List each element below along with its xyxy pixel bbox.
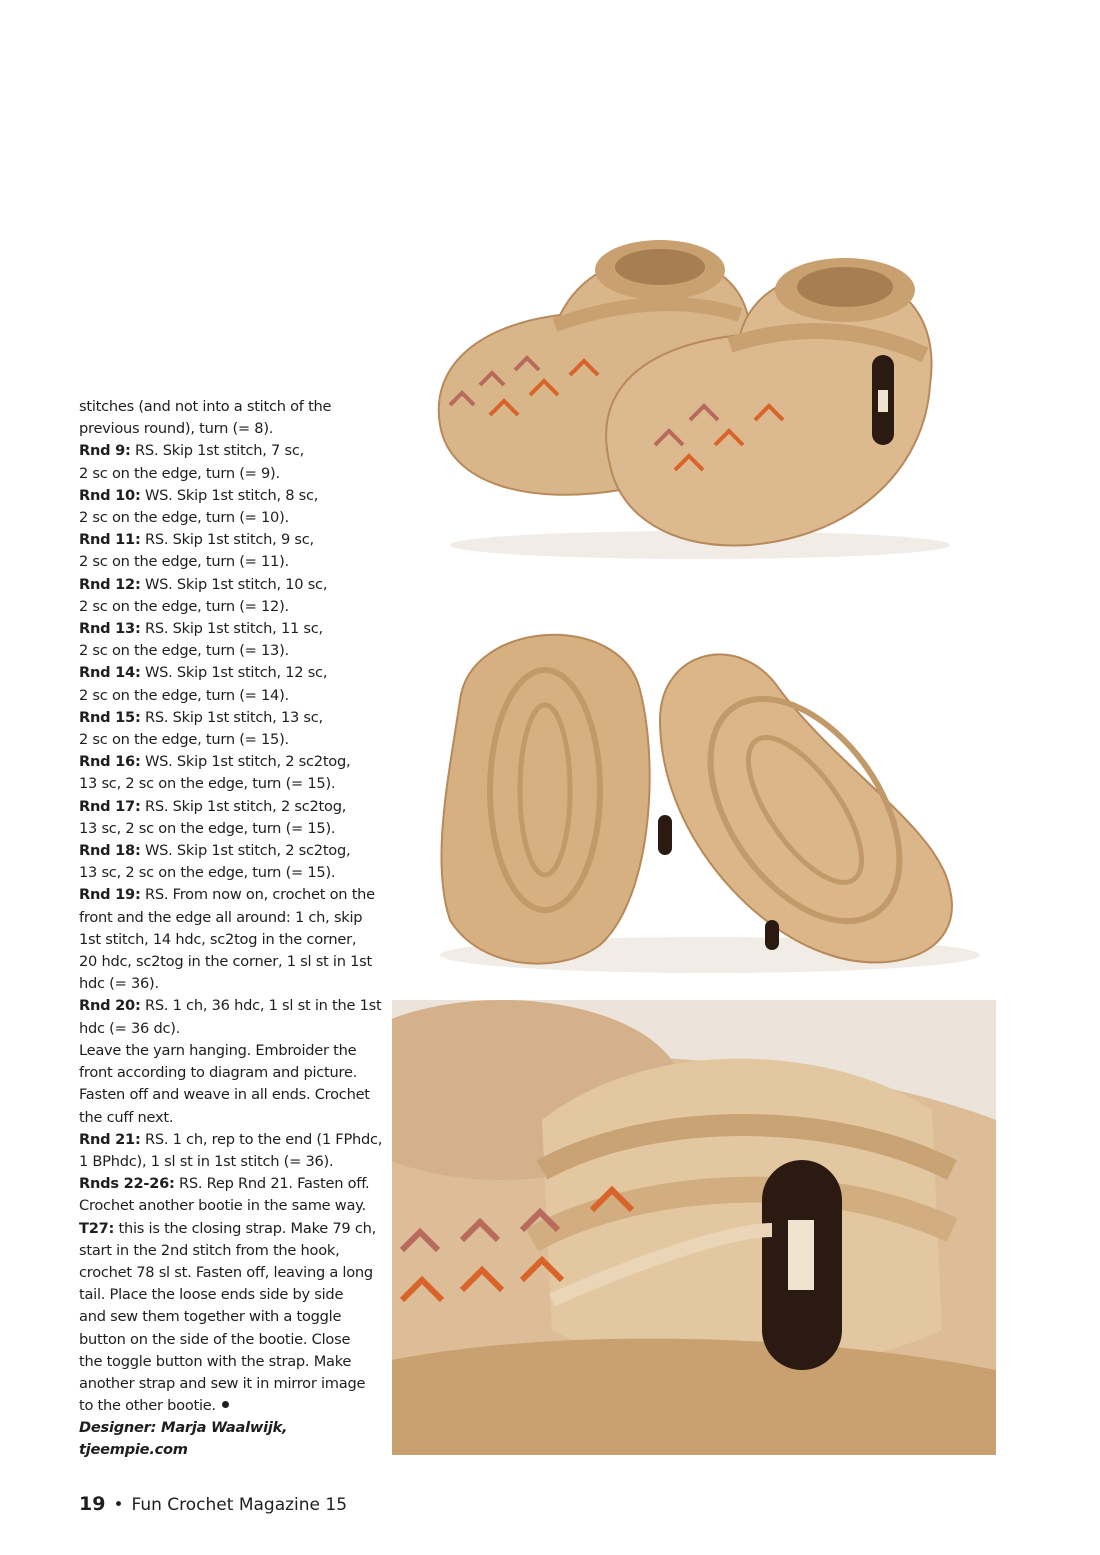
instruction-text: WS. Skip 1st stitch, 12 sc, xyxy=(140,664,328,682)
instruction-text: WS. Skip 1st stitch, 10 sc, xyxy=(140,575,328,593)
instruction-line xyxy=(79,773,379,795)
round-label: Rnd 14: xyxy=(79,664,141,682)
instruction-line xyxy=(79,973,379,995)
instruction-line xyxy=(79,1107,379,1129)
instruction-line xyxy=(79,1195,379,1217)
instruction-line xyxy=(79,840,379,862)
instruction-text: button on the side of the bootie. Close xyxy=(79,1330,351,1348)
instruction-line xyxy=(79,662,379,684)
instruction-line xyxy=(79,796,379,818)
round-label: Rnd 20: xyxy=(79,997,141,1015)
round-label: Rnd 10: xyxy=(79,486,141,504)
instruction-line xyxy=(79,418,379,440)
instruction-line xyxy=(79,1084,379,1106)
round-label: Rnd 18: xyxy=(79,842,141,860)
page-footer xyxy=(79,1493,347,1515)
instruction-line xyxy=(79,1040,379,1062)
instruction-text: Fasten off and weave in all ends. Crochet xyxy=(79,1086,370,1104)
instruction-line xyxy=(79,1129,383,1151)
instruction-text: the toggle button with the strap. Make xyxy=(79,1352,352,1370)
designer-line: Designer: Marja Waalwijk, xyxy=(79,1419,288,1436)
instruction-text: 1 BPhdc), 1 sl st in 1st stitch (= 36). xyxy=(79,1152,334,1170)
round-label: Rnd 15: xyxy=(79,708,141,726)
instruction-line xyxy=(79,707,379,729)
instruction-text: 2 sc on the edge, turn (= 10). xyxy=(79,509,289,527)
instruction-text: front according to diagram and picture. xyxy=(79,1064,358,1082)
instruction-text: and sew them together with a toggle xyxy=(79,1308,342,1326)
instruction-line xyxy=(79,929,379,951)
end-bullet-icon xyxy=(222,1401,229,1408)
instruction-text: stitches (and not into a stitch of the xyxy=(79,398,332,415)
instruction-text: RS. 1 ch, rep to the end (1 FPhdc, xyxy=(140,1130,383,1148)
instruction-line xyxy=(79,1373,379,1395)
instruction-text: hdc (= 36). xyxy=(79,975,159,993)
instruction-text: 2 sc on the edge, turn (= 12). xyxy=(79,597,289,615)
instruction-line xyxy=(79,507,379,529)
designer-credit xyxy=(79,1417,379,1461)
instruction-text: 13 sc, 2 sc on the edge, turn (= 15). xyxy=(79,775,336,793)
instruction-line xyxy=(79,995,382,1017)
instruction-line xyxy=(79,1240,379,1262)
instruction-text: WS. Skip 1st stitch, 8 sc, xyxy=(140,486,319,504)
instruction-line xyxy=(79,485,379,507)
instruction-text: RS. Skip 1st stitch, 2 sc2tog, xyxy=(140,797,347,815)
instruction-text: 1st stitch, 14 hdc, sc2tog in the corner, xyxy=(79,930,357,948)
instruction-text: Crochet another bootie in the same way. xyxy=(79,1197,366,1215)
round-label: Rnd 19: xyxy=(79,886,141,904)
instruction-line xyxy=(79,1329,379,1351)
instruction-line xyxy=(79,1151,379,1173)
designer-website: tjeempie.com xyxy=(79,1441,188,1459)
instruction-line xyxy=(79,529,379,551)
instruction-text: RS. Skip 1st stitch, 9 sc, xyxy=(140,531,314,549)
footer-separator: • xyxy=(113,1495,124,1515)
instruction-line xyxy=(79,1262,379,1284)
round-label: Rnd 11: xyxy=(79,531,141,549)
pattern-instructions xyxy=(79,396,383,1417)
instruction-line xyxy=(79,729,379,751)
instruction-line xyxy=(79,818,379,840)
instruction-text: 2 sc on the edge, turn (= 14). xyxy=(79,686,289,704)
instruction-line xyxy=(79,440,379,462)
round-label: Rnd 17: xyxy=(79,797,141,815)
instruction-text: front and the edge all around: 1 ch, skip xyxy=(79,908,363,926)
round-label: T27: xyxy=(79,1219,115,1237)
instruction-text: the cuff next. xyxy=(79,1108,174,1126)
instruction-line xyxy=(79,751,379,773)
instruction-line xyxy=(79,596,379,618)
instruction-line xyxy=(79,1018,379,1040)
instruction-line xyxy=(79,1062,379,1084)
instruction-text: WS. Skip 1st stitch, 2 sc2tog, xyxy=(140,842,351,860)
instruction-line xyxy=(79,884,379,906)
round-label: Rnd 12: xyxy=(79,575,141,593)
instruction-line xyxy=(79,574,379,596)
instruction-text: WS. Skip 1st stitch, 2 sc2tog, xyxy=(140,753,351,771)
magazine-title: Fun Crochet Magazine 15 xyxy=(131,1495,348,1515)
instruction-text: 13 sc, 2 sc on the edge, turn (= 15). xyxy=(79,819,336,837)
instruction-text: 2 sc on the edge, turn (= 13). xyxy=(79,642,289,660)
instruction-line xyxy=(79,862,379,884)
instruction-text: 2 sc on the edge, turn (= 9). xyxy=(79,464,280,482)
instruction-text: RS. Skip 1st stitch, 13 sc, xyxy=(140,708,323,726)
instruction-text: this is the closing strap. Make 79 ch, xyxy=(114,1219,376,1237)
round-label: Rnd 13: xyxy=(79,620,141,638)
instruction-text: Leave the yarn hanging. Embroider the xyxy=(79,1041,357,1059)
instruction-line xyxy=(79,1284,379,1306)
instruction-line xyxy=(79,1306,379,1328)
instruction-text: tail. Place the loose ends side by side xyxy=(79,1286,344,1304)
booties-top-photo xyxy=(420,215,960,565)
instruction-text: 13 sc, 2 sc on the edge, turn (= 15). xyxy=(79,864,336,882)
instruction-line xyxy=(79,1218,379,1240)
instruction-text: RS. From now on, crochet on the xyxy=(140,886,375,904)
instruction-text: another strap and sew it in mirror image xyxy=(79,1374,366,1392)
instruction-line xyxy=(79,463,379,485)
booties-soles-photo xyxy=(420,600,995,990)
round-label: Rnds 22-26: xyxy=(79,1175,175,1193)
round-label: Rnd 16: xyxy=(79,753,141,771)
toggle-closeup-photo xyxy=(392,1000,996,1455)
page-number: 19 xyxy=(79,1493,106,1515)
instruction-text: 2 sc on the edge, turn (= 15). xyxy=(79,731,289,749)
instruction-line xyxy=(79,618,379,640)
instruction-text: RS. 1 ch, 36 hdc, 1 sl st in the 1st xyxy=(140,997,382,1015)
round-label: Rnd 9: xyxy=(79,442,131,460)
instruction-line xyxy=(79,1173,379,1195)
instruction-text: hdc (= 36 dc). xyxy=(79,1019,181,1037)
instruction-text: to the other bootie. xyxy=(79,1397,216,1415)
instruction-line xyxy=(79,1351,379,1373)
instruction-line xyxy=(79,1395,379,1417)
instruction-text: start in the 2nd stitch from the hook, xyxy=(79,1241,340,1259)
instruction-text: previous round), turn (= 8). xyxy=(79,420,274,438)
instruction-line xyxy=(79,640,379,662)
round-label: Rnd 21: xyxy=(79,1130,141,1148)
instruction-text: RS. Skip 1st stitch, 7 sc, xyxy=(130,442,304,460)
instruction-line xyxy=(79,551,379,573)
instruction-text: 20 hdc, sc2tog in the corner, 1 sl st in 1st xyxy=(79,953,372,971)
instruction-text: RS. Skip 1st stitch, 11 sc, xyxy=(140,620,323,638)
instruction-text: RS. Rep Rnd 21. Fasten off. xyxy=(174,1175,370,1193)
instruction-text: crochet 78 sl st. Fasten off, leaving a long xyxy=(79,1263,373,1281)
instruction-text: 2 sc on the edge, turn (= 11). xyxy=(79,553,289,571)
instruction-line xyxy=(79,685,379,707)
instruction-line xyxy=(79,907,379,929)
instruction-line xyxy=(79,396,379,418)
instruction-line xyxy=(79,951,379,973)
